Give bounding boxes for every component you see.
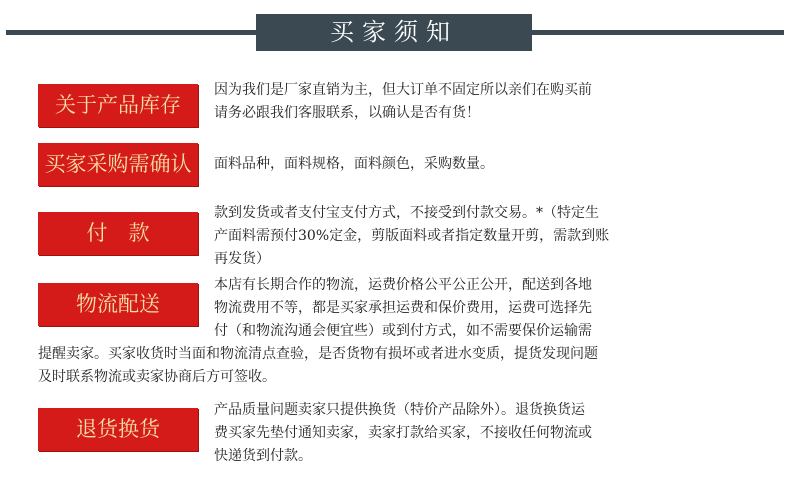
text-line: 费买家先垫付通知卖家，卖家打款给买家，不接收任何物流或: [214, 425, 592, 441]
section-text-logistics: [214, 274, 592, 343]
text-line: 产品质量问题卖家只提供换货（特价产品除外）。退货换货运: [214, 402, 585, 418]
text-line: 本店有长期合作的物流，运费价格公平公正公开，配送到各地: [214, 277, 592, 293]
section-label-inventory: 关于产品库存: [38, 84, 198, 127]
section-text-purchase-confirm: [214, 153, 494, 176]
text-line: 提醒卖家。买家收货时当面和物流清点查验，是否货物有损坏或者进水变质，提货发现问题: [38, 346, 598, 362]
section-label-purchase-confirm: 买家采购需确认: [38, 143, 198, 186]
text-line: 产面料需预付30%定金，剪版面料或者指定数量开剪，需款到账: [214, 228, 610, 244]
section-text-returns: [214, 399, 592, 468]
text-line: 因为我们是厂家直销为主，但大订单不固定所以亲们在购买前: [214, 82, 592, 98]
text-line: 物流费用不等，都是买家承担运费和保价费用，运费可选择先: [214, 300, 592, 316]
text-line: 面料品种，面料规格，面料颜色，采购数量。: [214, 156, 494, 172]
section-text-payment: [214, 202, 609, 271]
section-label-returns: 退货换货: [38, 408, 198, 451]
text-line: 再发货）: [214, 251, 270, 267]
section-text-inventory: [214, 79, 592, 125]
page-title: 买家须知: [256, 14, 532, 51]
text-line: 及时联系物流或卖家协商后方可签收。: [38, 369, 276, 385]
section-label-logistics: 物流配送: [38, 283, 198, 326]
text-line: 请务必跟我们客服联系，以确认是否有货！: [214, 105, 480, 121]
text-line: 快递货到付款。: [214, 448, 312, 464]
text-line: 付（和物流沟通会便宜些）或到付方式，如不需要保价运输需: [214, 323, 592, 339]
text-line: 款到发货或者支付宝支付方式，不接受到付款交易。*（特定生: [214, 205, 599, 221]
section-text-logistics-continued: [38, 343, 598, 389]
section-label-payment: 付 款: [38, 212, 198, 255]
